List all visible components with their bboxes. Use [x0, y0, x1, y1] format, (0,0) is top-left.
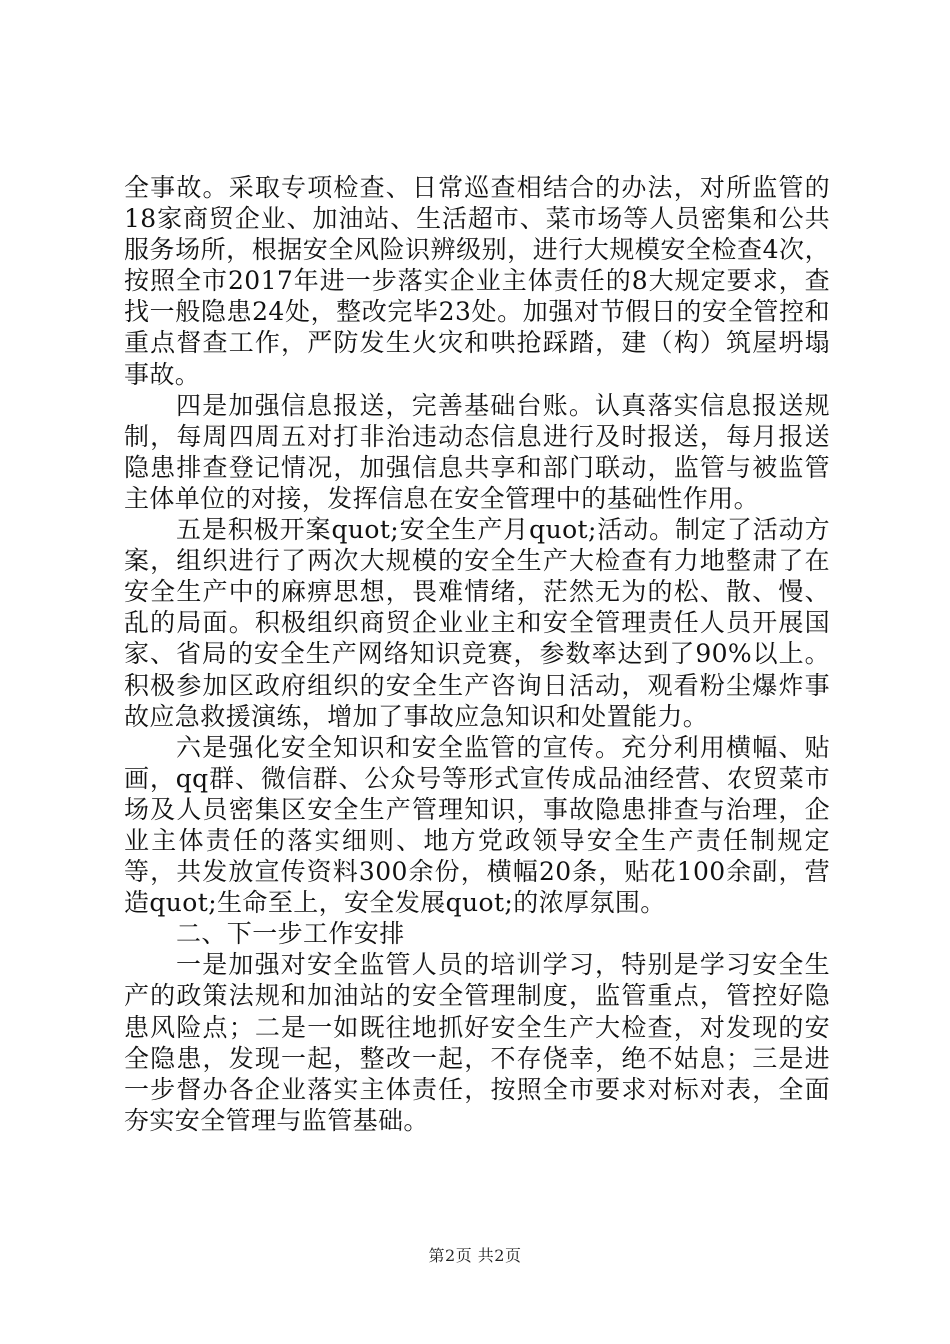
paragraph-next-steps: 一是加强对安全监管人员的培训学习，特别是学习安全生产的政策法规和加油站的安全管理制度，监管重点，管控好隐患风险点；二是一如既往地抓好安全生产大检查，对发现的安全隐患，发现一起，整改一起，不存侥幸，绝不姑息；三是进一步督办各企业落实主体责任，按照全市要求对标对表，全面夯实安全管理与监管基础。 — [124, 950, 830, 1135]
paragraph-continued-inspection: 全事故。采取专项检查、日常巡查相结合的办法，对所监管的18家商贸企业、加油站、生活超市、菜市场等人员密集和公共服务场所，根据安全风险识辨级别，进行大规模安全检查4次，按照全市2017年进一步落实企业主体责任的8大规定要求，查找一般隐患24处，整改完毕23处。加强对节假日的安全管控和重点督查工作，严防发生火灾和哄抢踩踏，建（构）筑屋坍塌事故。 — [124, 173, 830, 389]
paragraph-info-reporting: 四是加强信息报送，完善基础台账。认真落实信息报送规制，每周四周五对打非治违动态信息进行及时报送，每月报送隐患排查登记情况，加强信息共享和部门联动，监管与被监管主体单位的对接，发挥信息在安全管理中的基础性作用。 — [124, 390, 830, 513]
paragraph-safety-month: 五是积极开案quot;安全生产月quot;活动。制定了活动方案，组织进行了两次大规模的安全生产大检查有力地整肃了在安全生产中的麻痹思想，畏难情绪，茫然无为的松、散、慢、乱的局面。积极组织商贸企业业主和安全管理责任人员开展国家、省局的安全生产网络知识竞赛，参数率达到了90%以上。积极参加区政府组织的安全生产咨询日活动，观看粉尘爆炸事故应急救援演练，增加了事故应急知识和处置能力。 — [124, 515, 830, 731]
page-number: 第2页 共2页 — [428, 1246, 522, 1265]
paragraph-publicity: 六是强化安全知识和安全监管的宣传。充分利用横幅、贴画，qq群、微信群、公众号等形式宣传成品油经营、农贸菜市场及人员密集区安全生产管理知识，事故隐患排查与治理，企业主体责任的落实细则、地方党政领导安全生产责任制规定等，共发放宣传资料300余份，横幅20条，贴花100余副，营造quot;生命至上，安全发展quot;的浓厚氛围。 — [124, 732, 830, 918]
document-body — [124, 172, 830, 1136]
section-heading-next-steps: 二、下一步工作安排 — [176, 919, 405, 949]
